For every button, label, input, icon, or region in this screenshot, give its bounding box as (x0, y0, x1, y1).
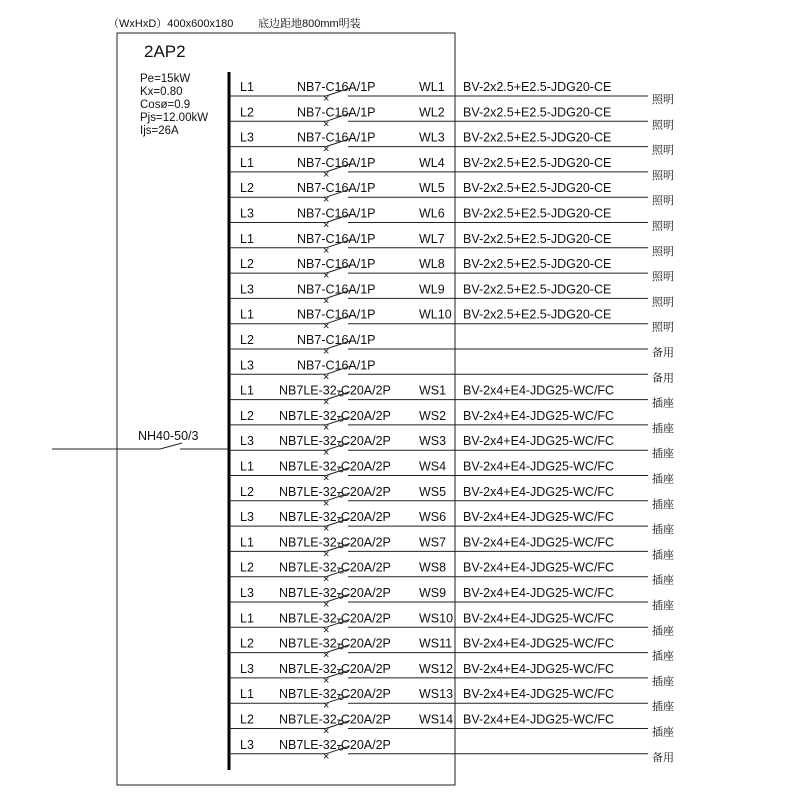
circuit-use: 照明 (652, 271, 674, 284)
circuit-row (229, 510, 674, 536)
circuit-use: 插座 (652, 701, 674, 714)
circuit-cable: BV-2x2.5+E2.5-JDG20-CE (463, 231, 612, 246)
circuit-phase: L3 (240, 206, 254, 221)
circuit-phase: L2 (240, 333, 254, 347)
circuit-phase: L3 (240, 434, 254, 449)
circuit-phase: L3 (240, 282, 254, 297)
circuit-breaker: NB7-C16A/1P (297, 333, 376, 347)
param-kx: Kx=0.80 (140, 86, 183, 98)
trip-mark-icon: × (323, 270, 330, 283)
param-pjs: Pjs=12.00kW (140, 112, 209, 124)
circuit-row (229, 257, 674, 283)
circuit-use: 备用 (652, 347, 674, 359)
dimensions-label: （WxHxD）400x600x180 (108, 18, 234, 30)
trip-mark-icon: × (323, 599, 330, 611)
trip-mark-icon: × (323, 396, 330, 409)
trip-mark-icon: × (323, 624, 330, 637)
circuit-breaker: NB7LE-32-C20A/2P (279, 611, 391, 626)
circuit-use: 插座 (652, 625, 674, 638)
circuit-row (229, 333, 674, 359)
circuit-use: 照明 (652, 119, 674, 132)
circuit-breaker: NB7-C16A/1P (297, 282, 376, 297)
circuit-id: WS3 (419, 434, 447, 449)
circuit-breaker: NB7LE-32-C20A/2P (279, 408, 391, 423)
circuit-phase: L2 (240, 257, 254, 272)
circuit-cable: BV-2x2.5+E2.5-JDG20-CE (463, 307, 612, 322)
circuit-cable: BV-2x4+E4-JDG25-WC/FC (463, 510, 615, 525)
circuit-phase: L2 (240, 408, 254, 423)
circuit-use: 照明 (652, 94, 674, 106)
circuit-cable: BV-2x2.5+E2.5-JDG20-CE (463, 206, 612, 221)
circuit-breaker: NB7-C16A/1P (297, 231, 376, 246)
trip-mark-icon: × (323, 725, 330, 738)
circuit-row (229, 358, 674, 384)
circuit-cable: BV-2x2.5+E2.5-JDG20-CE (463, 155, 612, 170)
circuit-phase: L1 (240, 155, 254, 170)
circuit-cable: BV-2x2.5+E2.5-JDG20-CE (463, 130, 612, 145)
trip-mark-icon: × (323, 244, 330, 257)
circuit-use: 照明 (652, 169, 674, 182)
circuit-id: WS14 (419, 712, 454, 727)
param-ijs: Ijs=26A (140, 125, 179, 137)
trip-mark-icon: × (323, 674, 330, 687)
circuit-breaker: NB7LE-32-C20A/2P (279, 661, 391, 676)
circuit-cable: BV-2x2.5+E2.5-JDG20-CE (463, 105, 612, 120)
circuit-use: 备用 (652, 372, 674, 385)
trip-mark-icon: × (323, 93, 330, 105)
circuit-breaker: NB7LE-32-C20A/2P (279, 434, 391, 449)
circuit-id: WL1 (419, 80, 445, 94)
panel-params (140, 73, 208, 137)
circuit-breaker: NB7-C16A/1P (297, 307, 376, 322)
circuit-phase: L3 (240, 130, 254, 145)
circuit-cable: BV-2x4+E4-JDG25-WC/FC (463, 535, 615, 550)
circuit-id: WS4 (419, 459, 447, 474)
trip-mark-icon: × (323, 118, 330, 131)
circuit-breaker: NB7-C16A/1P (297, 105, 376, 120)
circuit-cable: BV-2x4+E4-JDG25-WC/FC (463, 560, 615, 575)
circuit-phase: L2 (240, 636, 254, 651)
circuit-phase: L3 (240, 510, 254, 525)
circuit-use: 照明 (652, 245, 674, 258)
circuit-id: WL8 (419, 257, 445, 272)
trip-mark-icon: × (323, 421, 330, 434)
circuit-breaker: NB7LE-32-C20A/2P (279, 383, 391, 398)
circuit-phase: L2 (240, 560, 254, 575)
circuit-cable: BV-2x4+E4-JDG25-WC/FC (463, 408, 615, 423)
circuit-breaker: NB7-C16A/1P (297, 155, 376, 170)
circuit-breaker: NB7LE-32-C20A/2P (279, 560, 391, 575)
circuit-row (229, 637, 674, 663)
circuit-use: 插座 (652, 397, 674, 410)
circuit-row (229, 282, 674, 308)
circuit-use: 照明 (652, 195, 674, 208)
circuit-id: WL5 (419, 181, 445, 196)
circuit-id: WS1 (419, 383, 447, 398)
circuit-cable: BV-2x2.5+E2.5-JDG20-CE (463, 181, 612, 196)
trip-mark-icon: × (323, 320, 330, 333)
circuit-phase: L3 (240, 737, 254, 752)
trip-mark-icon: × (323, 194, 330, 207)
circuit-breaker: NB7LE-32-C20A/2P (279, 459, 391, 474)
circuit-use: 插座 (652, 524, 674, 537)
circuit-phase: L1 (240, 307, 254, 322)
panel-name: 2AP2 (144, 42, 186, 61)
circuit-row (229, 384, 674, 410)
circuit-id: WS6 (419, 510, 447, 525)
circuit-breaker: NB7-C16A/1P (297, 130, 376, 145)
circuit-phase: L3 (240, 358, 254, 373)
circuit-phase: L3 (240, 661, 254, 676)
mounting-label: 底边距地800mm明装 (258, 18, 361, 30)
circuit-use: 插座 (652, 498, 674, 511)
circuit-use: 照明 (652, 321, 674, 334)
circuit-row (229, 687, 674, 713)
circuit-cable: BV-2x4+E4-JDG25-WC/FC (463, 434, 615, 449)
circuit-breaker: NB7-C16A/1P (297, 80, 376, 94)
circuit-cable: BV-2x4+E4-JDG25-WC/FC (463, 661, 615, 676)
circuit-breaker: NB7LE-32-C20A/2P (279, 737, 391, 752)
circuit-row (229, 611, 674, 637)
circuit-id: WS12 (419, 661, 454, 676)
circuit-breaker: NB7LE-32-C20A/2P (279, 687, 391, 702)
circuit-row (229, 207, 674, 233)
trip-mark-icon: × (323, 168, 330, 181)
circuit-id: WL10 (419, 307, 452, 322)
circuit-id: WL2 (419, 105, 445, 120)
circuit-id: WL4 (419, 155, 445, 170)
circuit-cable: BV-2x4+E4-JDG25-WC/FC (463, 712, 615, 727)
circuit-row (229, 738, 674, 764)
trip-mark-icon: × (323, 573, 330, 586)
trip-mark-icon: × (323, 346, 330, 358)
circuit-cable: BV-2x4+E4-JDG25-WC/FC (463, 484, 615, 499)
circuit-cable: BV-2x4+E4-JDG25-WC/FC (463, 611, 615, 626)
circuit-row (229, 156, 674, 182)
circuit-use: 照明 (652, 220, 674, 233)
circuit-phase: L1 (240, 687, 254, 702)
circuit-breaker: NB7LE-32-C20A/2P (279, 586, 391, 600)
circuit-cable: BV-2x4+E4-JDG25-WC/FC (463, 687, 615, 702)
circuit-use: 插座 (652, 549, 674, 562)
circuit-id: WL6 (419, 206, 445, 221)
circuit-use: 插座 (652, 422, 674, 435)
trip-mark-icon: × (323, 750, 330, 763)
circuit-row (229, 561, 674, 587)
circuit-row (229, 181, 674, 207)
trip-mark-icon: × (323, 649, 330, 662)
circuit-id: WS13 (419, 687, 454, 702)
circuit-use: 插座 (652, 726, 674, 739)
param-pe: Pe=15kW (140, 73, 191, 85)
circuit-breaker: NB7-C16A/1P (297, 181, 376, 196)
circuit-id: WL9 (419, 282, 445, 297)
circuit-breaker: NB7LE-32-C20A/2P (279, 535, 391, 550)
circuit-phase: L2 (240, 181, 254, 196)
circuit-phase: L1 (240, 383, 254, 398)
trip-mark-icon: × (323, 548, 330, 561)
circuit-cable: BV-2x2.5+E2.5-JDG20-CE (463, 282, 612, 297)
circuit-phase: L1 (240, 80, 254, 94)
circuit-use: 插座 (652, 473, 674, 486)
circuit-cable: BV-2x4+E4-JDG25-WC/FC (463, 383, 615, 398)
circuit-id: WS2 (419, 408, 447, 423)
trip-mark-icon: × (323, 143, 330, 156)
circuit-cable: BV-2x2.5+E2.5-JDG20-CE (463, 80, 612, 94)
circuit-phase: L1 (240, 459, 254, 474)
circuit-use: 照明 (652, 144, 674, 157)
circuit-row (229, 434, 674, 460)
circuit-cable: BV-2x4+E4-JDG25-WC/FC (463, 636, 615, 651)
circuit-breaker: NB7-C16A/1P (297, 358, 376, 373)
circuit-id: WS7 (419, 535, 447, 550)
circuit-breaker: NB7-C16A/1P (297, 257, 376, 272)
main-switch-label: NH40-50/3 (138, 429, 199, 443)
circuit-use: 备用 (652, 751, 674, 764)
circuit-row (229, 80, 674, 106)
circuit-phase: L2 (240, 712, 254, 727)
circuit-cable: BV-2x2.5+E2.5-JDG20-CE (463, 257, 612, 272)
circuit-id: WL3 (419, 130, 445, 145)
trip-mark-icon: × (323, 371, 330, 384)
trip-mark-icon: × (323, 497, 330, 510)
circuit-id: WS5 (419, 484, 447, 499)
circuit-row (229, 662, 674, 688)
circuit-id: WS10 (419, 611, 454, 626)
trip-mark-icon: × (323, 447, 330, 460)
circuit-cable: BV-2x4+E4-JDG25-WC/FC (463, 586, 615, 600)
trip-mark-icon: × (323, 523, 330, 536)
circuit-phase: L1 (240, 611, 254, 626)
circuit-row (229, 131, 674, 157)
circuit-row (229, 232, 674, 258)
circuit-breaker: NB7LE-32-C20A/2P (279, 510, 391, 525)
circuit-breaker: NB7LE-32-C20A/2P (279, 636, 391, 651)
circuit-use: 照明 (652, 296, 674, 309)
circuit-phase: L2 (240, 484, 254, 499)
circuit-breaker: NB7LE-32-C20A/2P (279, 484, 391, 499)
circuit-phase: L2 (240, 105, 254, 120)
circuit-row (229, 105, 674, 131)
trip-mark-icon: × (323, 700, 330, 713)
trip-mark-icon: × (323, 295, 330, 308)
circuit-phase: L1 (240, 535, 254, 550)
circuit-id: WS11 (419, 636, 453, 651)
main-switch-blade (160, 443, 182, 449)
circuit-use: 插座 (652, 600, 674, 612)
circuit-row (229, 485, 674, 511)
circuit-row (229, 460, 674, 486)
circuit-use: 插座 (652, 650, 674, 663)
circuit-phase: L3 (240, 586, 254, 600)
param-cos: Cosø=0.9 (140, 99, 191, 111)
circuit-use: 插座 (652, 574, 674, 587)
trip-mark-icon: × (323, 472, 330, 485)
circuit-use: 插座 (652, 448, 674, 461)
circuit-id: WS9 (419, 586, 447, 600)
circuit-row (229, 713, 674, 739)
trip-mark-icon: × (323, 219, 330, 232)
circuit-breaker: NB7LE-32-C20A/2P (279, 712, 391, 727)
circuit-breaker: NB7-C16A/1P (297, 206, 376, 221)
circuit-id: WS8 (419, 560, 447, 575)
circuit-row (229, 308, 674, 334)
circuit-id: WL7 (419, 231, 445, 246)
circuit-cable: BV-2x4+E4-JDG25-WC/FC (463, 459, 615, 474)
circuit-row (229, 586, 674, 612)
circuit-phase: L1 (240, 231, 254, 246)
circuit-row (229, 535, 674, 561)
circuit-use: 插座 (652, 675, 674, 688)
circuit-row (229, 409, 674, 435)
